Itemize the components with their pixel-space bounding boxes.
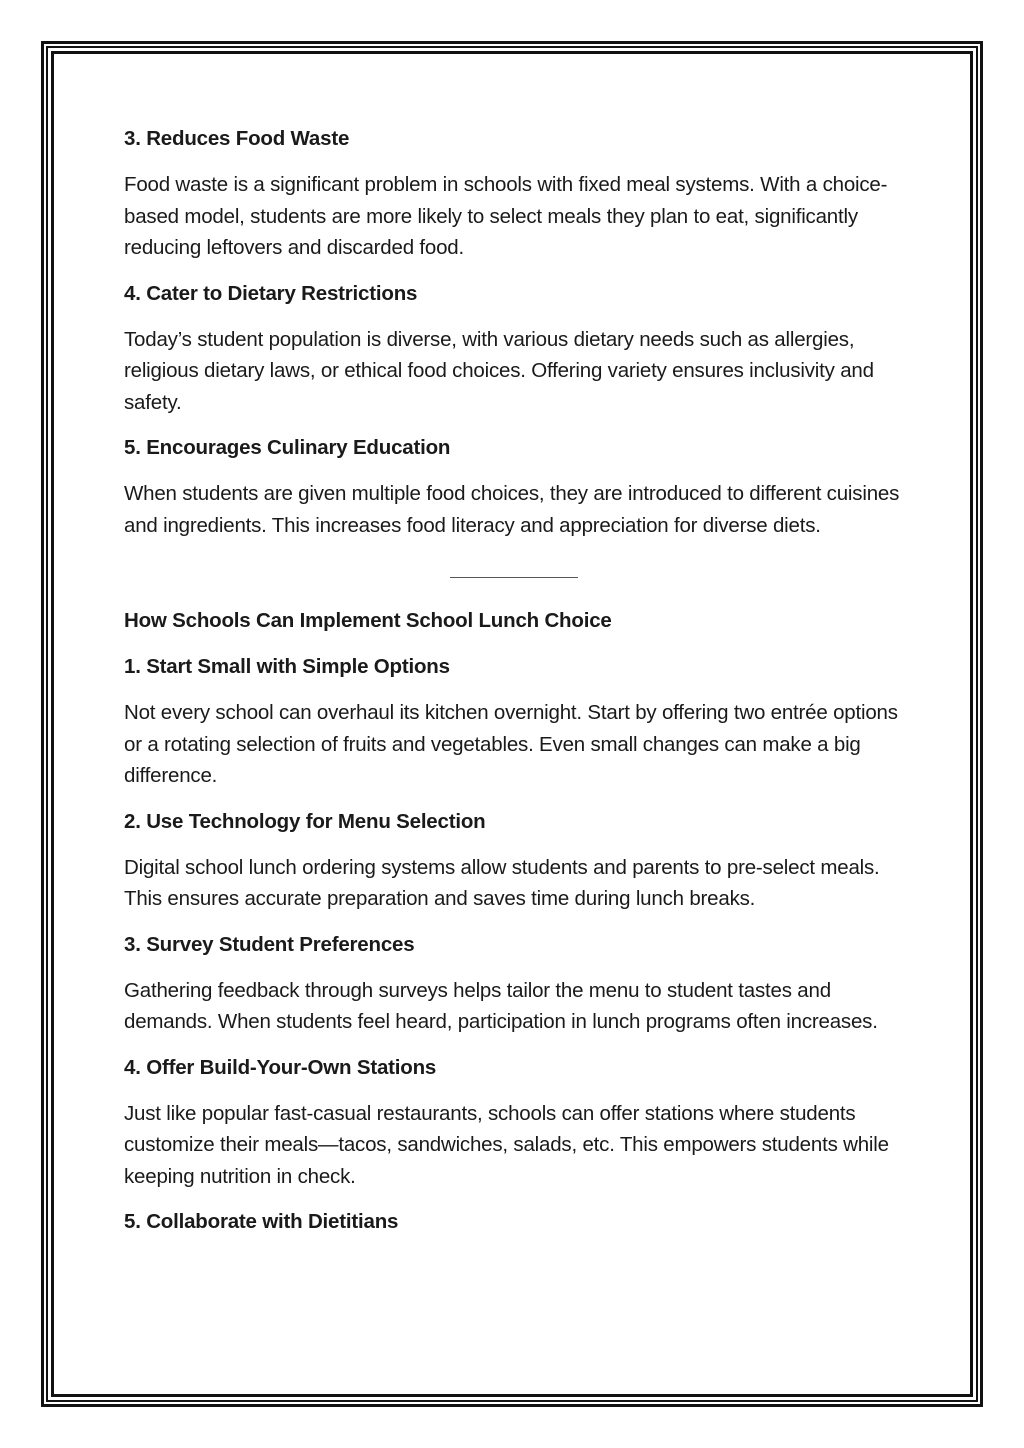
step-heading: 5. Collaborate with Dietitians xyxy=(124,1210,399,1233)
step-paragraph: Just like popular fast-casual restaurants, schools can offer stations where students customize their meals—tacos, sandwiches, salads, etc. This empowers students while keeping nutrition in check. xyxy=(124,1101,889,1188)
section-heading: 5. Encourages Culinary Education xyxy=(124,436,451,459)
implementation-title: How Schools Can Implement School Lunch Choice xyxy=(124,609,612,632)
section-heading: 4. Cater to Dietary Restrictions xyxy=(124,281,418,305)
section-heading: 3. Reduces Food Waste xyxy=(124,127,350,150)
step-paragraph: Digital school lunch ordering systems allow students and parents to pre-select meals. This ensures accurate preparation and saves time during lunch breaks. xyxy=(124,855,880,910)
document-body xyxy=(124,123,904,1252)
section-paragraph: When students are given multiple food choices, they are introduced to different cuisines and ingredients. This increases food literacy and appreciation for diverse diets. xyxy=(124,482,900,537)
step-heading: 4. Offer Build-Your-Own Stations xyxy=(124,1055,437,1079)
section-divider xyxy=(450,577,578,578)
step-heading: 1. Start Small with Simple Options xyxy=(124,655,450,678)
step-paragraph: Not every school can overhaul its kitchen overnight. Start by offering two entrée options or a rotating selection of fruits and vegetables. Even small changes can make a big difference. xyxy=(124,701,898,787)
section-paragraph: Food waste is a significant problem in schools with fixed meal systems. With a choice-based model, students are more likely to select meals they plan to eat, significantly reducing leftovers and discarded food. xyxy=(124,173,888,259)
step-heading: 2. Use Technology for Menu Selection xyxy=(124,809,486,833)
step-heading: 3. Survey Student Preferences xyxy=(124,932,415,956)
section-paragraph: Today’s student population is diverse, with various dietary needs such as allergies, religious dietary laws, or ethical food choices. Offering variety ensures inclusivity and safety. xyxy=(124,327,874,414)
step-paragraph: Gathering feedback through surveys helps tailor the menu to student tastes and demands. When students feel heard, participation in lunch programs often increases. xyxy=(124,978,878,1033)
